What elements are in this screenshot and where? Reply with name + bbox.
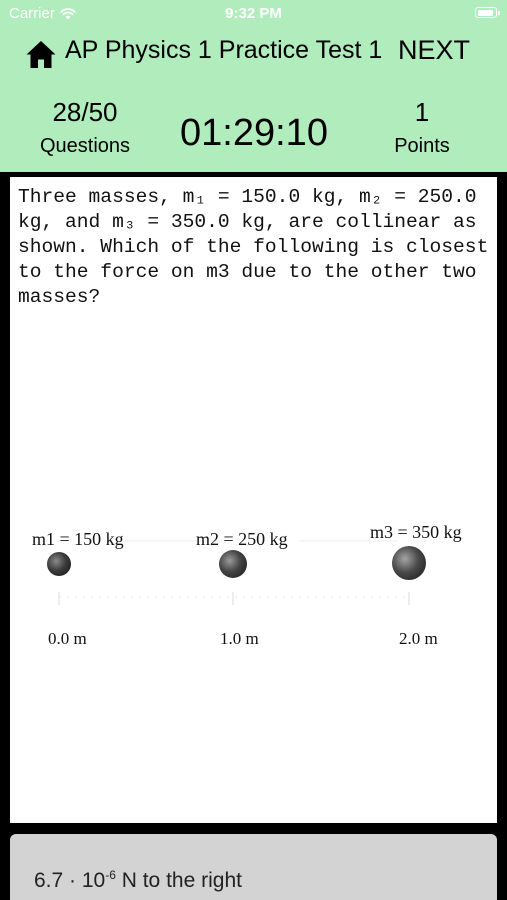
answer-exponent: -6 bbox=[105, 868, 116, 882]
position-label-2: 2.0 m bbox=[399, 629, 438, 648]
position-label-1: 1.0 m bbox=[220, 629, 259, 648]
header-bar bbox=[0, 0, 507, 172]
progress-label: Questions bbox=[39, 135, 131, 157]
status-bar bbox=[0, 0, 507, 28]
carrier-label: Carrier bbox=[9, 5, 55, 22]
next-button[interactable]: NEXT bbox=[398, 35, 471, 65]
mass-m3 bbox=[392, 546, 426, 580]
mass-label-m3: m3 = 350 kg bbox=[370, 522, 462, 542]
mass-m1 bbox=[47, 552, 71, 576]
answer-suffix: N to the right bbox=[115, 869, 242, 892]
status-time: 9:32 PM bbox=[225, 5, 282, 22]
battery-icon bbox=[475, 7, 497, 18]
answer-mantissa: 6.7 · 10 bbox=[34, 869, 106, 892]
answer-text bbox=[34, 868, 242, 893]
answer-option-a[interactable] bbox=[10, 834, 497, 900]
points-counter bbox=[370, 97, 474, 159]
battery-level bbox=[478, 10, 493, 16]
points-label: Points bbox=[394, 135, 450, 157]
masses-diagram bbox=[10, 517, 497, 657]
position-label-0: 0.0 m bbox=[48, 629, 87, 648]
question-text: Three masses, m₁ = 150.0 kg, m₂ = 250.0 kg, and m₃ = 350.0 kg, are collinear as shown. Which of the following is closest to the force on m3 due to the other two masses? bbox=[18, 186, 501, 308]
page-title: AP Physics 1 Practice Test 1 bbox=[65, 36, 383, 64]
countdown-timer: 01:29:10 bbox=[180, 112, 328, 154]
question-card bbox=[10, 177, 501, 823]
mass-m2 bbox=[219, 550, 247, 578]
progress-value: 28/50 bbox=[52, 97, 118, 127]
home-icon[interactable] bbox=[25, 38, 57, 70]
mass-label-m1: m1 = 150 kg bbox=[32, 529, 124, 549]
points-value: 1 bbox=[414, 97, 430, 127]
mass-label-m2: m2 = 250 kg bbox=[196, 529, 288, 549]
progress-counter bbox=[20, 97, 150, 159]
